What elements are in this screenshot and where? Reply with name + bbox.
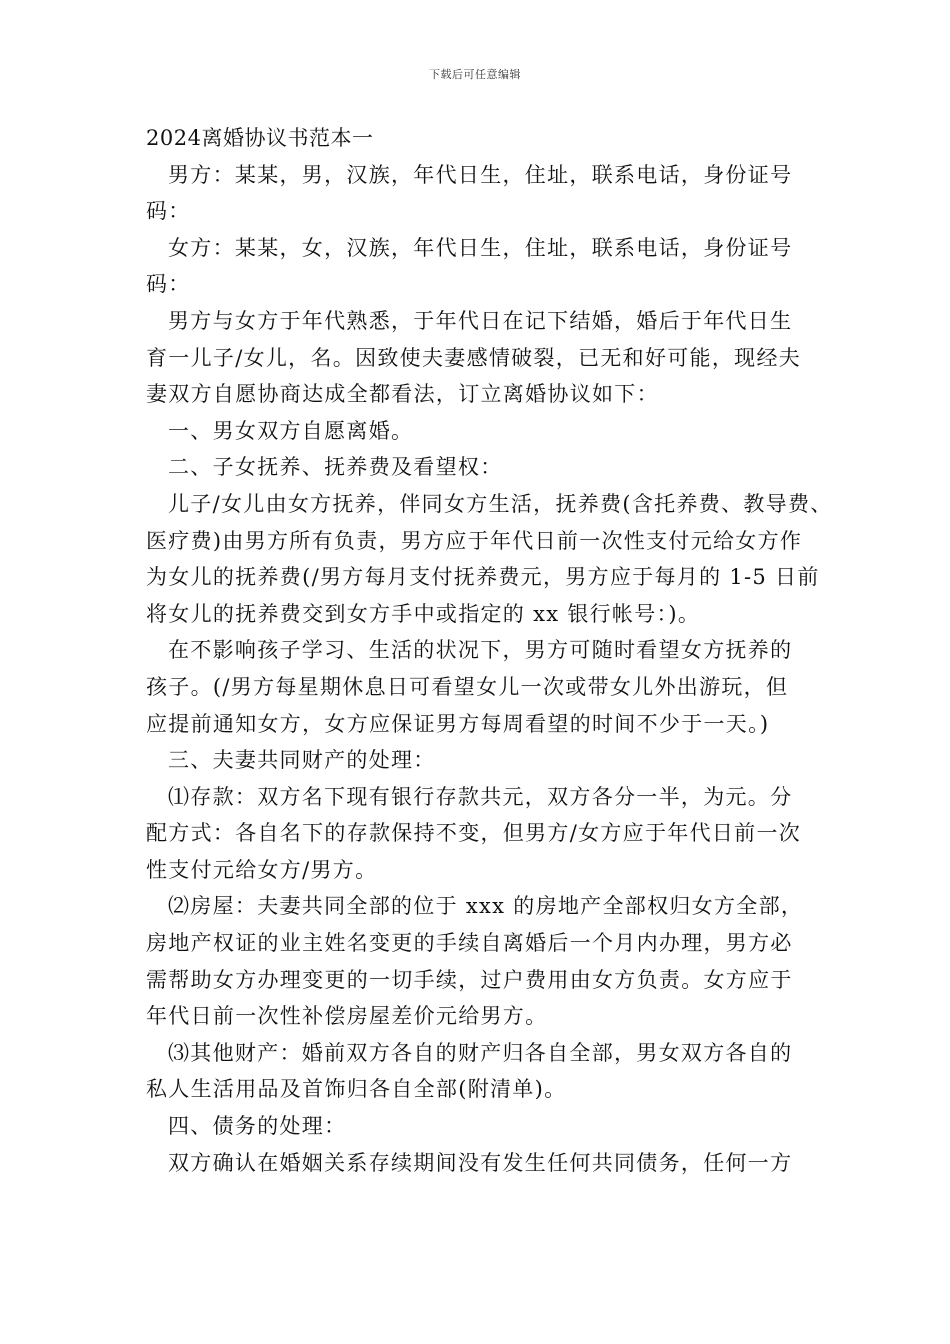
paragraph xyxy=(146,303,816,413)
paragraph-line: 为女儿的抚养费(/男方每月支付抚养费元，男方应于每月的 1-5 日前 xyxy=(146,565,820,590)
paragraph-line: 私人生活用品及首饰归各自全部(附清单)。 xyxy=(146,1077,567,1102)
paragraph-line: 码： xyxy=(146,199,191,224)
paragraph xyxy=(146,888,816,1034)
paragraph xyxy=(146,486,833,632)
paragraph xyxy=(146,1108,816,1145)
document-body xyxy=(146,120,833,1181)
paragraph-line: 二、子女抚养、抚养费及看望权： xyxy=(168,455,503,480)
paragraph-line: 需帮助女方办理变更的一切手续，过户费用由女方负责。女方应于 xyxy=(146,967,793,992)
paragraph-line: 性支付元给女方/男方。 xyxy=(146,857,378,882)
paragraph-line: 年代日前一次性补偿房屋差价元给男方。 xyxy=(146,1004,548,1029)
paragraph-line: 育一儿子/女儿，名。因致使夫妻感情破裂，已无和好可能，现经夫 xyxy=(146,345,802,370)
document-title: 2024离婚协议书范本一 xyxy=(146,126,374,150)
paragraph-line: 双方确认在婚姻关系存续期间没有发生任何共同债务，任何一方 xyxy=(168,1150,793,1175)
paragraph-line: 妻双方自愿协商达成全都看法，订立离婚协议如下： xyxy=(146,382,659,407)
paragraph-list xyxy=(146,157,833,1182)
paragraph xyxy=(146,632,816,742)
paragraph-line: 将女儿的抚养费交到女方手中或指定的 xx 银行帐号：)。 xyxy=(146,601,701,626)
paragraph-line: ⑶其他财产：婚前双方各自的财产归各自全部，男女双方各自的 xyxy=(168,1040,793,1065)
paragraph-line: 三、夫妻共同财产的处理： xyxy=(168,748,436,773)
paragraph xyxy=(146,230,816,303)
paragraph-line: ⑴存款：双方名下现有银行存款共元，双方各分一半，为元。分 xyxy=(168,784,793,809)
paragraph-line: 孩子。(/男方每星期休息日可看望女儿一次或带女儿外出游玩，但 xyxy=(146,674,789,699)
paragraph-line: 码： xyxy=(146,272,191,297)
paragraph-line: 配方式：各自名下的存款保持不变，但男方/女方应于年代日前一次 xyxy=(146,821,802,846)
paragraph-line: 男方与女方于年代熟悉，于年代日在记下结婚，婚后于年代日生 xyxy=(168,308,793,333)
paragraph-line: 应提前通知女方，女方应保证男方每周看望的时间不少于一天。) xyxy=(146,711,770,736)
paragraph xyxy=(146,1145,816,1182)
paragraph-line: 房地产权证的业主姓名变更的手续自离婚后一个月内办理，男方必 xyxy=(146,931,793,956)
page-header-note: 下载后可任意编辑 xyxy=(429,68,521,81)
paragraph xyxy=(146,157,816,230)
paragraph-line: 四、债务的处理： xyxy=(168,1114,347,1139)
paragraph-line: 女方：某某，女，汉族，年代日生，住址，联系电话，身份证号 xyxy=(168,235,793,260)
paragraph-line: 一、男女双方自愿离婚。 xyxy=(168,418,414,443)
paragraph xyxy=(146,413,816,450)
paragraph-line: 在不影响孩子学习、生活的状况下，男方可随时看望女方抚养的 xyxy=(168,638,793,663)
paragraph-line: 儿子/女儿由女方抚养，伴同女方生活，抚养费(含托养费、教导费、 xyxy=(168,491,833,516)
paragraph xyxy=(146,1035,816,1108)
paragraph xyxy=(146,742,816,779)
paragraph-line: 男方：某某，男，汉族，年代日生，住址，联系电话，身份证号 xyxy=(168,162,793,187)
paragraph xyxy=(146,449,816,486)
paragraph-line: ⑵房屋：夫妻共同全部的位于 xxx 的房地产全部权归女方全部， xyxy=(168,894,804,919)
paragraph-line: 医疗费)由男方所有负责，男方应于年代日前一次性支付元给女方作 xyxy=(146,528,803,553)
paragraph xyxy=(146,779,816,889)
